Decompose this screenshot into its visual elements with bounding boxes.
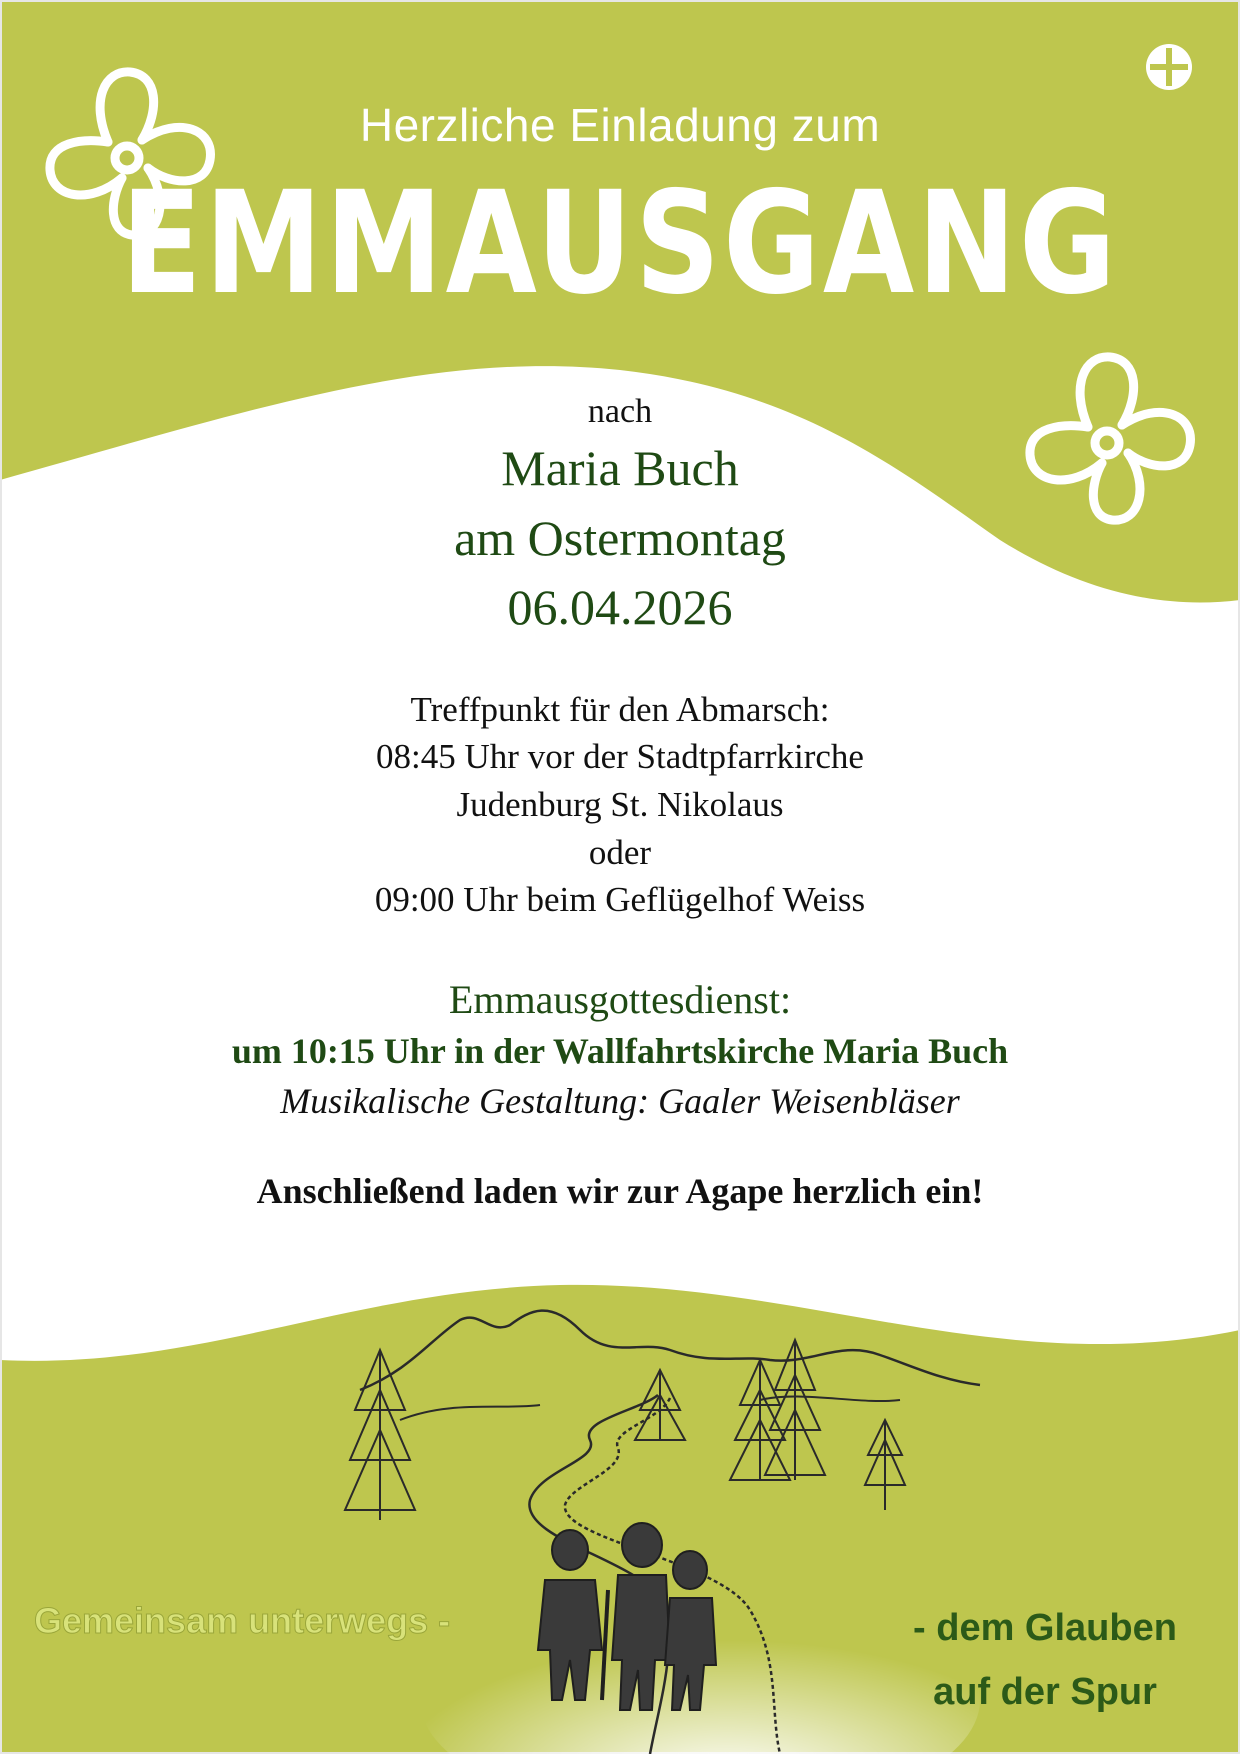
- slogan-left: Gemeinsam unterwegs -: [34, 1600, 451, 1641]
- meeting-option-2: 09:00 Uhr beim Geflügelhof Weiss: [374, 880, 866, 919]
- agape-invitation: Anschließend laden wir zur Agape herzlich ein!: [256, 1171, 984, 1211]
- service-time: um 10:15 Uhr in der Wallfahrtskirche Maria Buch: [231, 1031, 1009, 1071]
- slogan-right: [880, 1596, 1210, 1724]
- slogan-right-line2: auf der Spur: [933, 1671, 1157, 1713]
- service-music: Musikalische Gestaltung: Gaaler Weisenbläser: [280, 1081, 960, 1121]
- service-heading: Emmausgottesdienst:: [448, 977, 792, 1022]
- meeting-heading: Treffpunkt für den Abmarsch:: [410, 690, 830, 729]
- page-title: EMMAUSGANG: [121, 160, 1119, 326]
- flower-icon: [1010, 345, 1200, 535]
- slogan-right-line1: - dem Glauben: [913, 1607, 1177, 1649]
- event-day: am Ostermontag: [454, 510, 786, 566]
- cross-logo-icon: [1144, 42, 1194, 92]
- meeting-or: oder: [588, 833, 652, 872]
- intro-text: Herzliche Einladung zum: [359, 99, 881, 151]
- destination-prefix: nach: [587, 393, 653, 430]
- destination-place: Maria Buch: [501, 440, 739, 496]
- meeting-option-1: 08:45 Uhr vor der Stadtpfarrkirche: [376, 737, 864, 776]
- meeting-option-1-location: Judenburg St. Nikolaus: [456, 785, 784, 824]
- event-date: 06.04.2026: [507, 579, 733, 635]
